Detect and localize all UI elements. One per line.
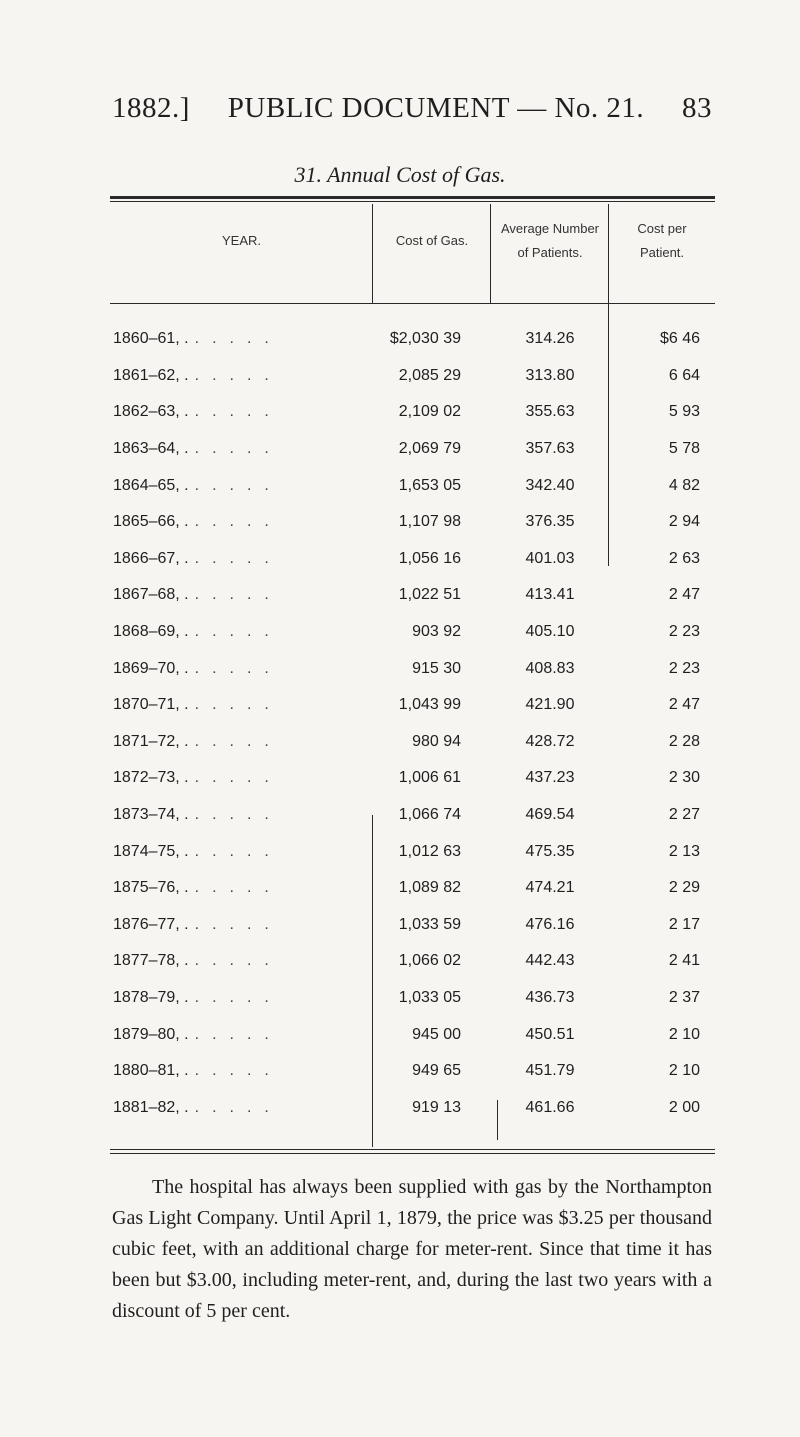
cost-cell: [373, 1062, 491, 1080]
year-cell: [110, 623, 373, 641]
average-patients-cell: [491, 623, 609, 641]
header-cost: Cost of Gas.: [395, 233, 469, 248]
cost-cell: [373, 1026, 491, 1044]
average-patients-cell: [491, 843, 609, 861]
year-cell-text: 1870–71, .: [113, 696, 189, 714]
average-patients-cell-text: 357.63: [525, 440, 575, 458]
average-patients-cell: [491, 1099, 609, 1117]
cost-per-patient-cell-text: $6 46: [659, 330, 700, 348]
cost-per-patient-cell-text: 2 17: [668, 915, 700, 933]
header-per-line2: Patient.: [639, 245, 685, 260]
cost-per-patient-cell: [609, 989, 715, 1007]
year-cell-text: 1869–70, .: [113, 659, 189, 677]
table-body: [110, 321, 715, 1126]
leader-dots: .....: [194, 1025, 282, 1043]
table-row: [110, 1016, 715, 1053]
cost-cell-text: 980 94: [412, 732, 461, 750]
average-patients-cell-text: 474.21: [525, 879, 575, 897]
year-cell-text: 1875–76, .: [113, 879, 189, 897]
year-cell: [110, 1026, 373, 1044]
year-cell: [110, 733, 373, 751]
cost-per-patient-cell: [609, 477, 715, 495]
cost-per-patient-cell: [609, 769, 715, 787]
cost-cell-text: 1,033 59: [398, 915, 461, 933]
year-cell: [110, 367, 373, 385]
cost-cell-text: 1,056 16: [398, 549, 461, 567]
year-cell-text: 1876–77, .: [113, 915, 189, 933]
header-average-line2: of Patients.: [517, 245, 583, 260]
cost-per-patient-cell: [609, 1099, 715, 1117]
leader-dots: .....: [194, 988, 282, 1006]
cost-cell: [373, 952, 491, 970]
cost-cell-text: 1,033 05: [398, 988, 461, 1006]
average-patients-cell-text: 355.63: [525, 403, 575, 421]
average-patients-cell-text: 469.54: [525, 806, 575, 824]
average-patients-cell: [491, 769, 609, 787]
leader-dots: .....: [194, 586, 282, 604]
average-patients-cell: [491, 806, 609, 824]
cost-per-patient-cell: [609, 367, 715, 385]
year-cell: [110, 513, 373, 531]
year-cell: [110, 586, 373, 604]
average-patients-cell: [491, 1062, 609, 1080]
cost-cell: [373, 916, 491, 934]
running-head-title: PUBLIC DOCUMENT — No. 21.: [227, 92, 645, 124]
cost-cell-text: 1,022 51: [398, 586, 461, 604]
table-row: [110, 577, 715, 614]
cost-cell: [373, 477, 491, 495]
cost-per-patient-cell-text: 2 94: [668, 513, 700, 531]
leader-dots: .....: [194, 915, 282, 933]
leader-dots: .....: [194, 769, 282, 787]
cost-per-patient-cell: [609, 1062, 715, 1080]
table-row: [110, 907, 715, 944]
average-patients-cell: [491, 586, 609, 604]
year-cell: [110, 952, 373, 970]
average-patients-cell: [491, 660, 609, 678]
cost-cell-text: 1,089 82: [398, 879, 461, 897]
cost-cell: [373, 403, 491, 421]
cost-per-patient-cell-text: 2 10: [668, 1025, 700, 1043]
leader-dots: .....: [194, 952, 282, 970]
header-rule: [110, 303, 715, 304]
average-patients-cell-text: 405.10: [525, 623, 575, 641]
cost-cell: [373, 769, 491, 787]
table-row: [110, 760, 715, 797]
cost-per-patient-cell-text: 2 00: [668, 1098, 700, 1116]
average-patients-cell-text: 428.72: [525, 732, 575, 750]
year-cell-text: 1864–65, .: [113, 476, 189, 494]
leader-dots: .....: [194, 330, 282, 348]
year-cell-text: 1879–80, .: [113, 1025, 189, 1043]
header-year: YEAR.: [221, 233, 261, 248]
table-row: [110, 870, 715, 907]
average-patients-cell: [491, 440, 609, 458]
cost-per-patient-cell-text: 2 41: [668, 952, 700, 970]
cost-cell: [373, 440, 491, 458]
leader-dots: .....: [194, 659, 282, 677]
cost-per-patient-cell-text: 2 47: [668, 586, 700, 604]
cost-cell-text: 2,109 02: [398, 403, 461, 421]
average-patients-cell-text: 313.80: [525, 366, 575, 384]
leader-dots: .....: [194, 623, 282, 641]
cost-cell: [373, 989, 491, 1007]
leader-dots: .....: [194, 1062, 282, 1080]
cost-per-patient-cell: [609, 1026, 715, 1044]
average-patients-cell-text: 476.16: [525, 915, 575, 933]
cost-per-patient-cell: [609, 513, 715, 531]
leader-dots: .....: [194, 366, 282, 384]
cost-per-patient-cell: [609, 696, 715, 714]
leader-dots: .....: [194, 732, 282, 750]
year-cell-text: 1861–62, .: [113, 366, 189, 384]
average-patients-cell-text: 421.90: [525, 696, 575, 714]
cost-per-patient-cell: [609, 879, 715, 897]
cost-per-patient-cell-text: 2 37: [668, 988, 700, 1006]
cost-cell-text: 1,066 74: [398, 806, 461, 824]
year-cell-text: 1874–75, .: [113, 842, 189, 860]
cost-per-patient-cell: [609, 733, 715, 751]
year-cell: [110, 440, 373, 458]
year-cell: [110, 696, 373, 714]
column-divider: [372, 204, 373, 304]
cost-per-patient-cell-text: 2 30: [668, 769, 700, 787]
average-patients-cell: [491, 1026, 609, 1044]
average-patients-cell-text: 408.83: [525, 659, 575, 677]
cost-per-patient-cell-text: 6 64: [668, 366, 700, 384]
cost-cell: [373, 696, 491, 714]
cost-cell-text: 903 92: [412, 623, 461, 641]
cost-cell: [373, 550, 491, 568]
year-cell-text: 1872–73, .: [113, 769, 189, 787]
year-cell-text: 1863–64, .: [113, 440, 189, 458]
cost-cell-text: 1,043 99: [398, 696, 461, 714]
year-cell-text: 1878–79, .: [113, 988, 189, 1006]
cost-per-patient-cell: [609, 586, 715, 604]
table-row: [110, 797, 715, 834]
cost-cell-text: $2,030 39: [389, 330, 461, 348]
cost-cell-text: 1,066 02: [398, 952, 461, 970]
year-cell-text: 1868–69, .: [113, 623, 189, 641]
top-rule-thin: [110, 201, 715, 202]
cost-per-patient-cell-text: 2 13: [668, 842, 700, 860]
average-patients-cell: [491, 989, 609, 1007]
year-cell-text: 1860–61, .: [113, 330, 189, 348]
year-cell-text: 1880–81, .: [113, 1062, 189, 1080]
leader-dots: .....: [194, 549, 282, 567]
cost-cell-text: 1,107 98: [398, 513, 461, 531]
year-cell: [110, 403, 373, 421]
table-row: [110, 1089, 715, 1126]
cost-per-patient-cell: [609, 843, 715, 861]
cost-per-patient-cell: [609, 330, 715, 348]
cost-cell-text: 2,069 79: [398, 440, 461, 458]
cost-cell: [373, 330, 491, 348]
average-patients-cell-text: 376.35: [525, 513, 575, 531]
bottom-rule-thin: [110, 1153, 715, 1154]
page-number: 83: [682, 92, 712, 124]
average-patients-cell-text: 437.23: [525, 769, 575, 787]
year-cell: [110, 660, 373, 678]
running-head: [112, 92, 712, 125]
leader-dots: .....: [194, 1098, 282, 1116]
cost-cell-text: 949 65: [412, 1062, 461, 1080]
header-average-line1: Average Number: [500, 221, 600, 236]
average-patients-cell-text: 442.43: [525, 952, 575, 970]
table-row: [110, 467, 715, 504]
table-row: [110, 943, 715, 980]
average-patients-cell: [491, 513, 609, 531]
cost-per-patient-cell-text: 2 23: [668, 623, 700, 641]
year-cell: [110, 989, 373, 1007]
header-cost-per-patient: [609, 204, 715, 278]
cost-cell: [373, 623, 491, 641]
average-patients-cell-text: 451.79: [525, 1062, 575, 1080]
table-row: [110, 980, 715, 1017]
average-patients-cell: [491, 696, 609, 714]
cost-per-patient-cell: [609, 550, 715, 568]
table-row: [110, 833, 715, 870]
table-row: [110, 504, 715, 541]
table-header: [110, 204, 715, 278]
leader-dots: .....: [194, 696, 282, 714]
cost-cell: [373, 733, 491, 751]
average-patients-cell: [491, 952, 609, 970]
average-patients-cell-text: 413.41: [525, 586, 575, 604]
leader-dots: .....: [194, 842, 282, 860]
table-row: [110, 650, 715, 687]
cost-cell: [373, 367, 491, 385]
leader-dots: .....: [194, 513, 282, 531]
cost-per-patient-cell-text: 2 28: [668, 732, 700, 750]
cost-cell-text: 1,012 63: [398, 842, 461, 860]
cost-cell: [373, 1099, 491, 1117]
year-cell-text: 1873–74, .: [113, 806, 189, 824]
table-row: [110, 724, 715, 761]
cost-cell: [373, 843, 491, 861]
cost-per-patient-cell: [609, 623, 715, 641]
year-cell-text: 1877–78, .: [113, 952, 189, 970]
year-cell-text: 1862–63, .: [113, 403, 189, 421]
average-patients-cell-text: 342.40: [525, 476, 575, 494]
cost-per-patient-cell: [609, 403, 715, 421]
cost-per-patient-cell: [609, 916, 715, 934]
body-paragraph: The hospital has always been supplied with gas by the Northampton Gas Light Company. Until April 1, 1879, the price was $3.25 per thousand cubic feet, with an additional charge for meter-rent. Since that time it has been but $3.00, including meter-rent, and, during the last two years with a discount of 5 per cent.: [112, 1176, 712, 1322]
year-cell: [110, 477, 373, 495]
header-average-patients: [491, 204, 609, 278]
cost-cell-text: 2,085 29: [398, 366, 461, 384]
cost-per-patient-cell-text: 2 63: [668, 549, 700, 567]
average-patients-cell-text: 436.73: [525, 988, 575, 1006]
year-cell-text: 1865–66, .: [113, 513, 189, 531]
cost-cell: [373, 586, 491, 604]
average-patients-cell: [491, 477, 609, 495]
average-patients-cell-text: 450.51: [525, 1025, 575, 1043]
table-row: [110, 541, 715, 578]
year-cell: [110, 1099, 373, 1117]
cost-per-patient-cell-text: 2 10: [668, 1062, 700, 1080]
average-patients-cell: [491, 916, 609, 934]
year-cell: [110, 879, 373, 897]
cost-cell: [373, 879, 491, 897]
cost-per-patient-cell-text: 4 82: [668, 476, 700, 494]
cost-per-patient-cell-text: 2 27: [668, 806, 700, 824]
year-cell: [110, 330, 373, 348]
year-cell: [110, 769, 373, 787]
leader-dots: .....: [194, 476, 282, 494]
cost-per-patient-cell: [609, 660, 715, 678]
cost-cell-text: 919 13: [412, 1098, 461, 1116]
cost-per-patient-cell-text: 2 23: [668, 659, 700, 677]
cost-cell-text: 1,653 05: [398, 476, 461, 494]
column-divider: [490, 204, 491, 304]
cost-cell-text: 945 00: [412, 1025, 461, 1043]
year-cell: [110, 916, 373, 934]
cost-cell-text: 915 30: [412, 659, 461, 677]
leader-dots: .....: [194, 806, 282, 824]
leader-dots: .....: [194, 403, 282, 421]
leader-dots: .....: [194, 879, 282, 897]
year-cell-text: 1867–68, .: [113, 586, 189, 604]
cost-cell: [373, 806, 491, 824]
cost-cell: [373, 513, 491, 531]
cost-per-patient-cell: [609, 952, 715, 970]
average-patients-cell: [491, 403, 609, 421]
column-divider: [608, 204, 609, 304]
table-title: 31. Annual Cost of Gas.: [294, 162, 506, 187]
bottom-rule: [110, 1149, 715, 1150]
average-patients-cell: [491, 550, 609, 568]
table-row: [110, 687, 715, 724]
leader-dots: .....: [194, 440, 282, 458]
year-cell-text: 1871–72, .: [113, 732, 189, 750]
table-row: [110, 394, 715, 431]
table-row: [110, 614, 715, 651]
cost-per-patient-cell: [609, 440, 715, 458]
average-patients-cell: [491, 879, 609, 897]
average-patients-cell-text: 314.26: [525, 330, 575, 348]
top-rule: [110, 196, 715, 199]
average-patients-cell: [491, 367, 609, 385]
table-row: [110, 1053, 715, 1090]
table-row: [110, 321, 715, 358]
year-cell: [110, 843, 373, 861]
cost-per-patient-cell-text: 5 93: [668, 403, 700, 421]
year-cell: [110, 550, 373, 568]
average-patients-cell: [491, 733, 609, 751]
cost-per-patient-cell-text: 2 29: [668, 879, 700, 897]
year-cell-text: 1866–67, .: [113, 549, 189, 567]
header-per-line1: Cost per: [637, 221, 687, 236]
table-row: [110, 431, 715, 468]
table-row: [110, 358, 715, 395]
average-patients-cell-text: 475.35: [525, 842, 575, 860]
year-cell: [110, 806, 373, 824]
cost-per-patient-cell-text: 2 47: [668, 696, 700, 714]
average-patients-cell: [491, 330, 609, 348]
cost-per-patient-cell-text: 5 78: [668, 440, 700, 458]
cost-cell-text: 1,006 61: [398, 769, 461, 787]
cost-cell: [373, 660, 491, 678]
body-text: [112, 1172, 712, 1327]
cost-per-patient-cell: [609, 806, 715, 824]
year-cell-text: 1881–82, .: [113, 1098, 189, 1116]
year-cell: [110, 1062, 373, 1080]
average-patients-cell-text: 461.66: [525, 1098, 575, 1116]
running-head-year: 1882.]: [112, 92, 190, 124]
average-patients-cell-text: 401.03: [525, 549, 575, 567]
